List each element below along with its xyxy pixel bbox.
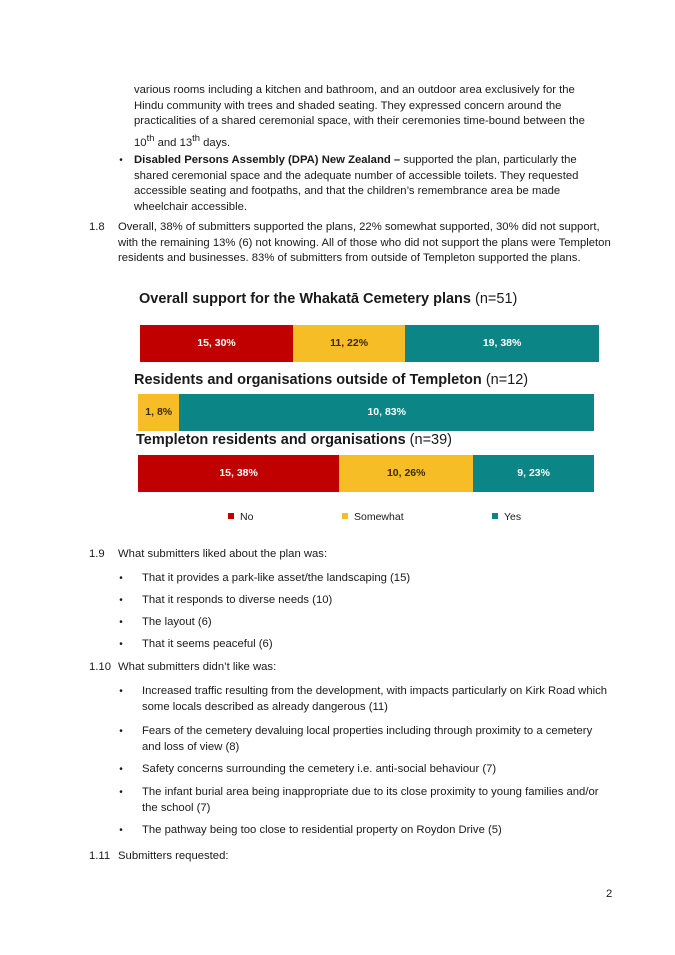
bar-data-label: 15, 38% [219,466,258,479]
paragraph-number-1-8: 1.8 [89,221,105,233]
paragraph-1-11-text: Submitters requested: [118,850,229,862]
bar-data-label: 15, 30% [197,336,236,349]
page-number: 2 [606,888,613,900]
bar-data-label: 19, 38% [482,336,522,349]
list-item: That it responds to diverse needs (10) [142,594,333,606]
bullet-marker [117,823,125,839]
stacked-bar-templeton [138,455,594,492]
bar-segment-yes [405,325,599,362]
bar-segment-somewhat [138,394,179,431]
bullet-marker [117,615,125,631]
chart-n-label: (n=39) [409,432,452,448]
bar-data-label: 9, 23% [517,466,550,479]
legend-swatch [342,513,348,519]
dpa-description: supported the plan, particularly the shared ceremonial space and the adequate number of accessible toilets. They requested accessible seating and footpaths, and that the children’s remembrance area be made wheelchair accessible. [134,154,579,213]
stacked-bar-outside-templeton [138,394,594,431]
chart-title-outside-templeton [134,373,528,389]
bullet-marker [117,684,125,700]
bullet-marker [117,724,125,740]
chart-title-text: Residents and organisations outside of Templeton [134,372,482,388]
bar-segment-no [138,455,339,492]
bar-segment-no [140,325,293,362]
legend-entry-yes: Yes [492,510,521,526]
list-item: The layout (6) [142,616,212,628]
bullet-marker [117,153,125,169]
chart-title-text: Templeton residents and organisations [136,432,406,448]
bullet-marker [117,762,125,778]
chart-title-text: Overall support for the Whakatā Cemetery plans [139,291,471,307]
paragraph-1-10-text: What submitters didn’t like was: [118,661,277,673]
legend-swatch [228,513,234,519]
dpa-org-name: Disabled Persons Assembly (DPA) New Zealand – [134,154,401,166]
list-item: The pathway being too close to residential property on Roydon Drive (5) [142,824,502,836]
paragraph-number-1-10: 1.10 [89,661,111,673]
bar-segment-somewhat [339,455,473,492]
bar-segment-yes [179,394,594,431]
chart-n-label: (n=51) [475,291,518,307]
legend-entry-no: No [228,510,253,526]
paragraph-number-1-11: 1.11 [89,850,111,862]
list-item: Fears of the cemetery devaluing local properties including through proximity to a cemetery and loss of view (8) [142,725,593,753]
legend-entry-somewhat: Somewhat [342,510,404,526]
list-item: That it provides a park-like asset/the landscaping (15) [142,572,411,584]
list-item: The infant burial area being inappropriate due to its close proximity to young families and/or the school (7) [142,786,599,814]
stacked-bar-overall [140,325,599,362]
continued-bullet-text: various rooms including a kitchen and bathroom, and an outdoor area exclusively for the Hindu community with trees and shaded seating. They expressed concern around the practicalities of a shared ceremonial space, with their ceremonies time-bound between the 10th and 13th days. [134,84,585,149]
bullet-marker [117,785,125,801]
bar-data-label: 10, 83% [367,405,406,418]
legend-swatch [492,513,498,519]
bullet-marker [117,571,125,587]
bar-data-label: 1, 8% [145,405,173,418]
list-item: Increased traffic resulting from the development, with impacts particularly on Kirk Road which some locals described as already dangerous (11) [142,685,608,713]
list-item: That it seems peaceful (6) [142,638,273,650]
paragraph-1-9-text: What submitters liked about the plan was: [118,548,328,560]
paragraph-1-8-text: Overall, 38% of submitters supported the plans, 22% somewhat supported, 30% did not support, with the remaining 13% (6) not knowing. All of those who did not support the plans were Templeton residents and businesses. 83% of submitters from outside of Templeton supported the plans. [118,221,611,264]
chart-n-label: (n=12) [485,372,529,388]
bullet-marker [117,593,125,609]
chart-title-overall [139,292,517,308]
bar-segment-somewhat [293,325,405,362]
paragraph-number-1-9: 1.9 [89,548,105,560]
bullet-marker [117,637,125,653]
chart-title-templeton [136,433,452,449]
list-item: Safety concerns surrounding the cemetery i.e. anti-social behaviour (7) [142,763,497,775]
dpa-bullet-text [134,153,604,215]
bar-data-label: 10, 26% [386,466,426,479]
bar-segment-yes [473,455,594,492]
bar-data-label: 11, 22% [330,336,369,349]
